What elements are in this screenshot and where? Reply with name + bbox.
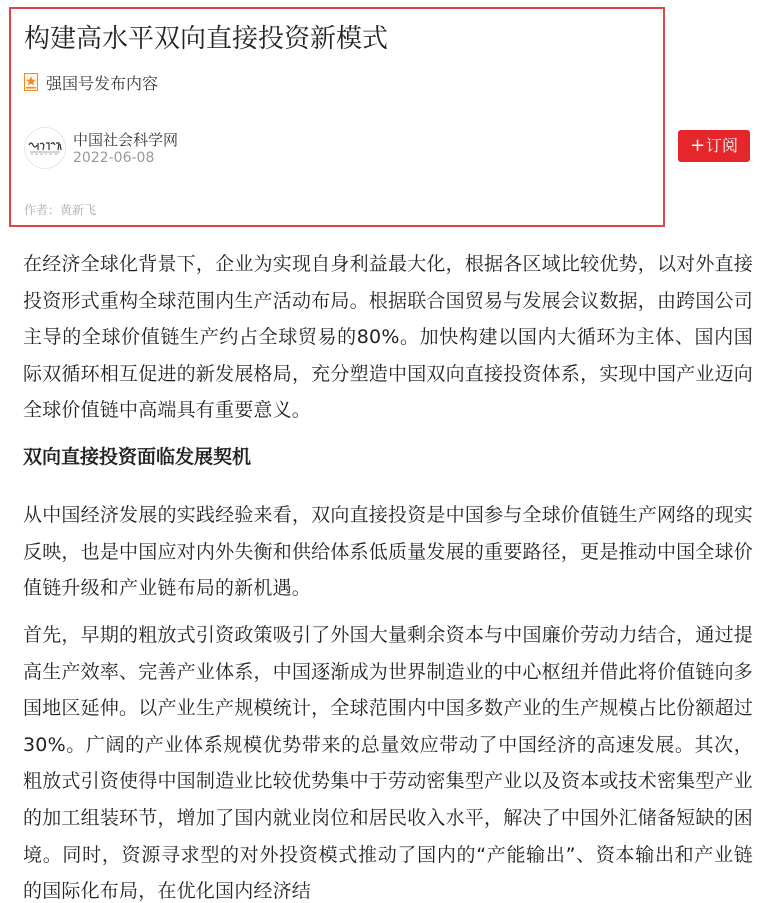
- author-avatar[interactable]: [24, 127, 66, 169]
- subscribe-label: 订阅: [706, 136, 739, 155]
- logo-avatar-icon: [25, 128, 65, 168]
- source-tag-label: 强国号发布内容: [46, 73, 159, 93]
- article-header-highlight: [9, 7, 665, 227]
- source-tag: [24, 71, 158, 93]
- article-title: 构建高水平双向直接投资新模式: [24, 24, 389, 54]
- body-paragraph: 在经济全球化背景下，企业为实现自身利益最大化，根据各区域比较优势，以对外直接投资形式重构全球范围内生产活动布局。根据联合国贸易与发展会议数据，由跨国公司主导的全球价值链生产约占全球贸易的80%。加快构建以国内大循环为主体、国内国际双循环相互促进的新发展格局，充分塑造中国双向直接投资体系，实现中国产业迈向全球价值链中高端具有重要意义。: [23, 253, 753, 422]
- body-paragraph: 首先，早期的粗放式引资政策吸引了外国大量剩余资本与中国廉价劳动力结合，通过提高生产效率、完善产业体系，中国逐渐成为世界制造业的中心枢纽并借此将价值链向多国地区延伸。以产业生产规模统计，全球范围内中国多数产业的生产规模占比份额超过30%。广阔的产业体系规模优势带来的总量效应带动了中国经济的高速发展。其次，粗放式引资使得中国制造业比较优势集中于劳动密集型产业以及资本或技术密集型产业的加工组装环节，增加了国内就业岗位和居民收入水平，解决了中国外汇储备短缺的困境。同时，资源寻求型的对外投资模式推动了国内的“产能输出”、资本输出和产业链的国际化布局，在优化国内经济结: [23, 624, 753, 903]
- author-name[interactable]: 中国社会科学网: [73, 131, 179, 149]
- body-paragraph: 从中国经济发展的实践经验来看，双向直接投资是中国参与全球价值链生产网络的现实反映，也是中国应对内外失衡和供给体系低质量发展的重要路径，更是推动中国全球价值链升级和产业链布局的新机遇。: [23, 504, 753, 600]
- badge-icon: [24, 73, 38, 91]
- subscribe-button[interactable]: [678, 130, 750, 162]
- plus-icon: +: [689, 135, 706, 156]
- section-heading: 双向直接投资面临发展契机: [23, 446, 252, 468]
- publish-date: 2022-06-08: [73, 150, 155, 166]
- article-byline: 作者：黄新飞: [24, 203, 97, 217]
